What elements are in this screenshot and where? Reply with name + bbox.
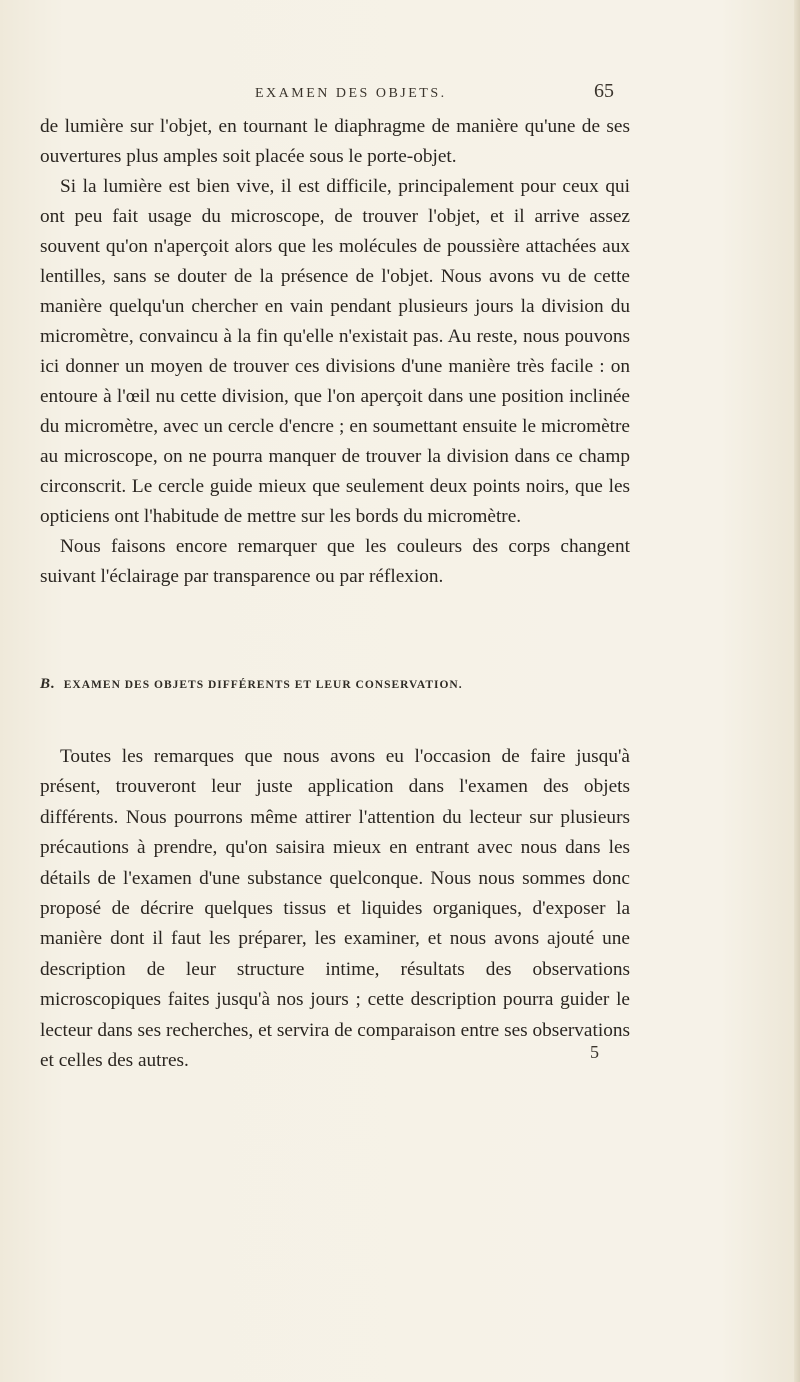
page-header	[0, 80, 800, 110]
running-head: EXAMEN DES OBJETS.	[255, 86, 447, 101]
section-a-text	[40, 112, 630, 592]
section-title: EXAMEN DES OBJETS DIFFÉRENTS ET LEUR CONSERVATION.	[63, 679, 463, 691]
signature-mark: 5	[590, 1042, 599, 1062]
paragraph: Nous faisons encore remarquer que les couleurs des corps changent suivant l'éclairage par transparence ou par réflexion.	[40, 536, 630, 587]
paragraph: Si la lumière est bien vive, il est difficile, principalement pour ceux qui ont peu fait usage du microscope, de trouver l'objet, et il arrive assez souvent qu'on n'aperçoit alors que les molécules de poussière attachées aux lentilles, sans se douter de la présence de l'objet. Nous avons vu de cette manière quelqu'un chercher en vain pendant plusieurs jours la division du micromètre, convaincu à la fin qu'elle n'existait pas. Au reste, nous pouvons ici donner un moyen de trouver ces divisions d'une manière très facile : on entoure à l'œil nu cette division, que l'on aperçoit dans une position inclinée du micromètre, avec un cercle d'encre ; en soumettant ensuite le micromètre au microscope, on ne pourra manquer de trouver la division dans ce champ circonscrit. Le cercle guide mieux que seulement deux points noirs, que les opticiens ont l'habitude de mettre sur les bords du micromètre.	[40, 176, 630, 527]
page-number: 65	[594, 80, 614, 102]
section-heading	[40, 676, 630, 693]
paragraph: de lumière sur l'objet, en tournant le diaphragme de manière qu'une de ses ouvertures plus amples soit placée sous le porte-objet.	[40, 116, 630, 167]
section-letter: B.	[40, 676, 56, 692]
page-edge	[794, 0, 800, 1382]
paragraph: Toutes les remarques que nous avons eu l'occasion de faire jusqu'à présent, trouveront leur juste application dans l'examen des objets différents. Nous pourrons même attirer l'attention du lecteur sur plusieurs précautions à prendre, qu'on saisira mieux en entrant avec nous dans les détails de l'examen d'une substance quelconque. Nous nous sommes donc proposé de décrire quelques tissus et liquides organiques, d'exposer la manière dont il faut les préparer, les examiner, et nous avons ajouté une description de leur structure intime, résultats des observations microscopiques faites jusqu'à nos jours ; cette description pourra guider le lecteur dans ses recherches, et servira de comparaison entre ses observations et celles des autres.	[40, 746, 630, 1072]
section-b-text	[40, 742, 630, 1076]
